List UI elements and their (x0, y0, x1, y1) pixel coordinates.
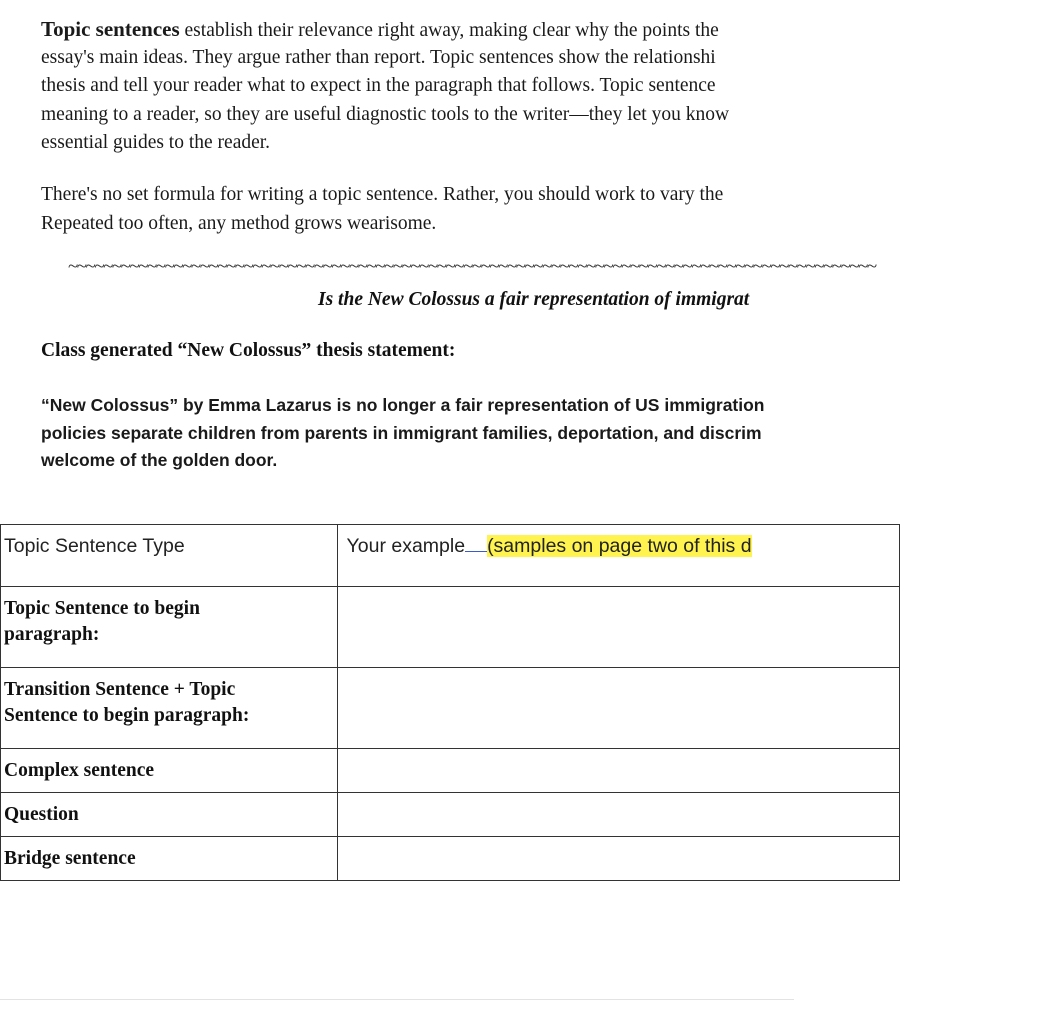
topic-sentence-intro-paragraph (41, 15, 1041, 158)
row-label-line: Bridge sentence (4, 848, 136, 869)
essay-question: Is the New Colossus a fair representation of immigrat (318, 289, 750, 310)
row-label-topic-sentence (1, 587, 338, 668)
row-label-line: paragraph: (4, 623, 100, 645)
table-row (1, 837, 900, 881)
formula-paragraph (41, 181, 1041, 238)
thesis-line-3: welcome of the golden door. (41, 450, 278, 470)
intro-line-4: meaning to a reader, so they are useful diagnostic tools to the writer—they let you know (41, 103, 730, 125)
table-row (1, 668, 900, 749)
class-thesis-label: Class generated “New Colossus” thesis statement: (41, 340, 456, 361)
example-cell-complex-sentence[interactable] (337, 749, 899, 793)
row-label-transition-sentence (1, 668, 338, 749)
intro-line-5: essential guides to the reader. (41, 132, 271, 154)
formula-line-1: There's no set formula for writing a topic sentence. Rather, you should work to vary the (41, 184, 724, 205)
row-label-line: Question (4, 804, 79, 825)
intro-line-1 (41, 15, 1041, 44)
row-label-line: Topic Sentence to begin (4, 598, 200, 619)
intro-line-1-text: establish their relevance right away, making clear why the points the (179, 20, 719, 41)
page-bottom-divider (0, 999, 794, 1000)
formula-line-2: Repeated too often, any method grows wearisome. (41, 212, 437, 234)
thesis-line-2: policies separate children from parents in immigrant families, deportation, and discrim (41, 422, 762, 443)
example-cell-transition-sentence[interactable] (337, 668, 899, 749)
row-label-complex-sentence (1, 749, 338, 793)
header-cell-example (337, 525, 899, 587)
header-underline-blank (465, 537, 487, 552)
thesis-statement (41, 392, 765, 475)
intro-lead-bold: Topic sentences (41, 17, 180, 41)
example-cell-bridge-sentence[interactable] (337, 837, 899, 881)
row-label-line: Transition Sentence + Topic (4, 679, 236, 700)
example-cell-question[interactable] (337, 793, 899, 837)
intro-line-3: thesis and tell your reader what to expect in the paragraph that follows. Topic sentence (41, 75, 716, 97)
table-row (1, 793, 900, 837)
table-header-row (1, 525, 900, 587)
row-label-line: Sentence to begin paragraph: (4, 704, 250, 726)
tilde-divider: ~~~~~~~~~~~~~~~~~~~~~~~~~~~~~~~~~~~~~~~~~~~~~~~~~~~~~~~~~~~~~~~~~~~~~~~~~~~~~~~~~~~~~~~~~~~~ (68, 256, 876, 277)
table-row (1, 749, 900, 793)
example-cell-topic-sentence[interactable] (337, 587, 899, 668)
intro-line-2: essay's main ideas. They argue rather than report. Topic sentences show the relationshi (41, 46, 716, 68)
row-label-bridge-sentence (1, 837, 338, 881)
row-label-line: Complex sentence (4, 760, 155, 781)
table-row (1, 587, 900, 668)
topic-sentence-table (0, 524, 900, 881)
header-highlight-note: (samples on page two of this d (487, 535, 752, 557)
header-cell-type: Topic Sentence Type (1, 525, 338, 587)
header-example-label: Your example (346, 535, 466, 557)
row-label-question (1, 793, 338, 837)
thesis-line-1: “New Colossus” by Emma Lazarus is no longer a fair representation of US immigration (41, 395, 765, 415)
